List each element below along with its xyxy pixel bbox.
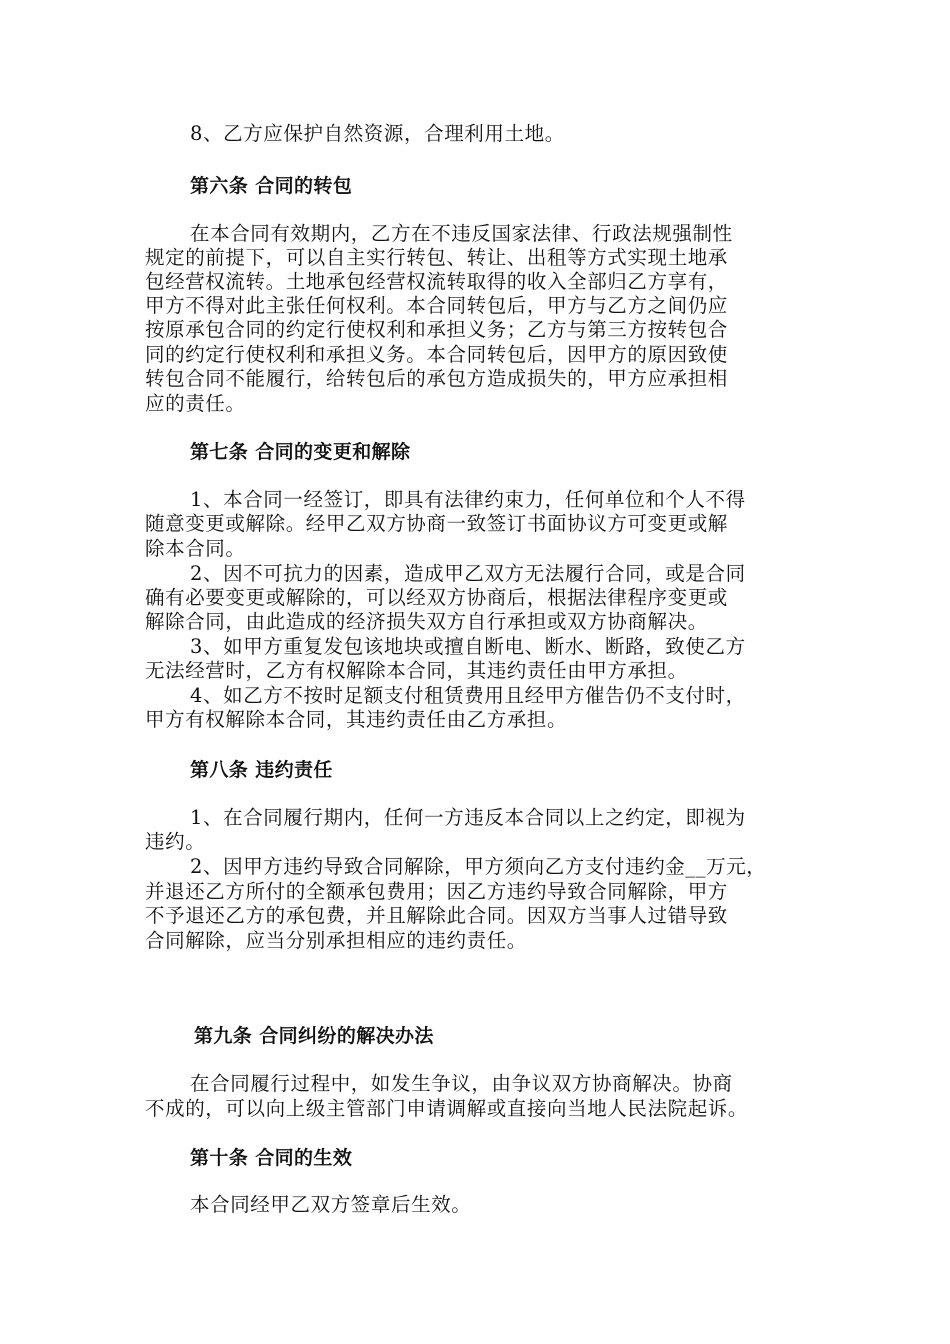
article-6-line: 规定的前提下，可以自主实行转包、转让、出租等方式实现土地承 xyxy=(145,246,728,269)
article-6-line: 甲方不得对此主张任何权利。本合同转包后，甲方与乙方之间仍应 xyxy=(145,294,728,317)
article-8-heading: 第八条 违约责任 xyxy=(190,759,333,781)
article-9-line: 在合同履行过程中，如发生争议，由争议双方协商解决。协商 xyxy=(190,1072,733,1095)
article-10-line: 本合同经甲乙双方签章后生效。 xyxy=(190,1193,472,1216)
article-7-line: 除本合同。 xyxy=(145,537,246,560)
article-8-line: 并退还乙方所付的全额承包费用；因乙方违约导致合同解除，甲方 xyxy=(145,880,728,903)
article-6-heading: 第六条 合同的转包 xyxy=(190,175,353,197)
article-7-heading: 第七条 合同的变更和解除 xyxy=(190,441,411,463)
article-8-line: 不予退还乙方的承包费，并且解除此合同。因双方当事人过错导致 xyxy=(145,904,728,927)
clause-8: 8、乙方应保护自然资源，合理利用土地。 xyxy=(190,122,565,145)
article-7-line: 确有必要变更或解除的，可以经双方协商后，根据法律程序变更或 xyxy=(145,586,728,609)
article-6-line: 同的约定行使权利和承担义务。本合同转包后，因甲方的原因致使 xyxy=(145,343,728,366)
article-6-line: 应的责任。 xyxy=(145,392,246,415)
article-7-line: 解除合同，由此造成的经济损失双方自行承担或双方协商解决。 xyxy=(145,610,708,633)
article-8-line: 违约。 xyxy=(145,830,206,853)
article-6-line: 在本合同有效期内，乙方在不违反国家法律、行政法规强制性 xyxy=(190,222,733,245)
article-10-heading: 第十条 合同的生效 xyxy=(190,1147,353,1169)
article-6-line: 按原承包合同的约定行使权利和承担义务；乙方与第三方按转包合 xyxy=(145,318,728,341)
article-8-line: 1、在合同履行期内，任何一方违反本合同以上之约定，即视为 xyxy=(190,806,746,829)
article-7-line: 无法经营时，乙方有权解除本合同，其违约责任由甲方承担。 xyxy=(145,659,688,682)
article-9-heading: 第九条 合同纠纷的解决办法 xyxy=(194,1025,434,1047)
article-7-line: 4、如乙方不按时足额支付租赁费用且经甲方催告仍不支付时， xyxy=(190,684,746,707)
article-7-line: 随意变更或解除。经甲乙双方协商一致签订书面协议方可变更或解 xyxy=(145,512,728,535)
article-9-line: 不成的，可以向上级主管部门申请调解或直接向当地人民法院起诉。 xyxy=(145,1097,749,1120)
article-8-line: 合同解除，应当分别承担相应的违约责任。 xyxy=(145,929,527,952)
article-7-line: 2、因不可抗力的因素，造成甲乙双方无法履行合同，或是合同 xyxy=(190,562,746,585)
article-7-line: 甲方有权解除本合同，其违约责任由乙方承担。 xyxy=(145,708,568,731)
article-7-line: 1、本合同一经签订，即具有法律约束力，任何单位和个人不得 xyxy=(190,488,746,511)
article-7-line: 3、如甲方重复发包该地块或擅自断电、断水、断路，致使乙方 xyxy=(190,635,746,658)
article-6-line: 转包合同不能履行，给转包后的承包方造成损失的，甲方应承担相 xyxy=(145,367,728,390)
article-6-line: 包经营权流转。土地承包经营权流转取得的收入全部归乙方享有， xyxy=(145,270,728,293)
article-8-line: 2、因甲方违约导致合同解除，甲方须向乙方支付违约金__万元， xyxy=(190,855,767,878)
